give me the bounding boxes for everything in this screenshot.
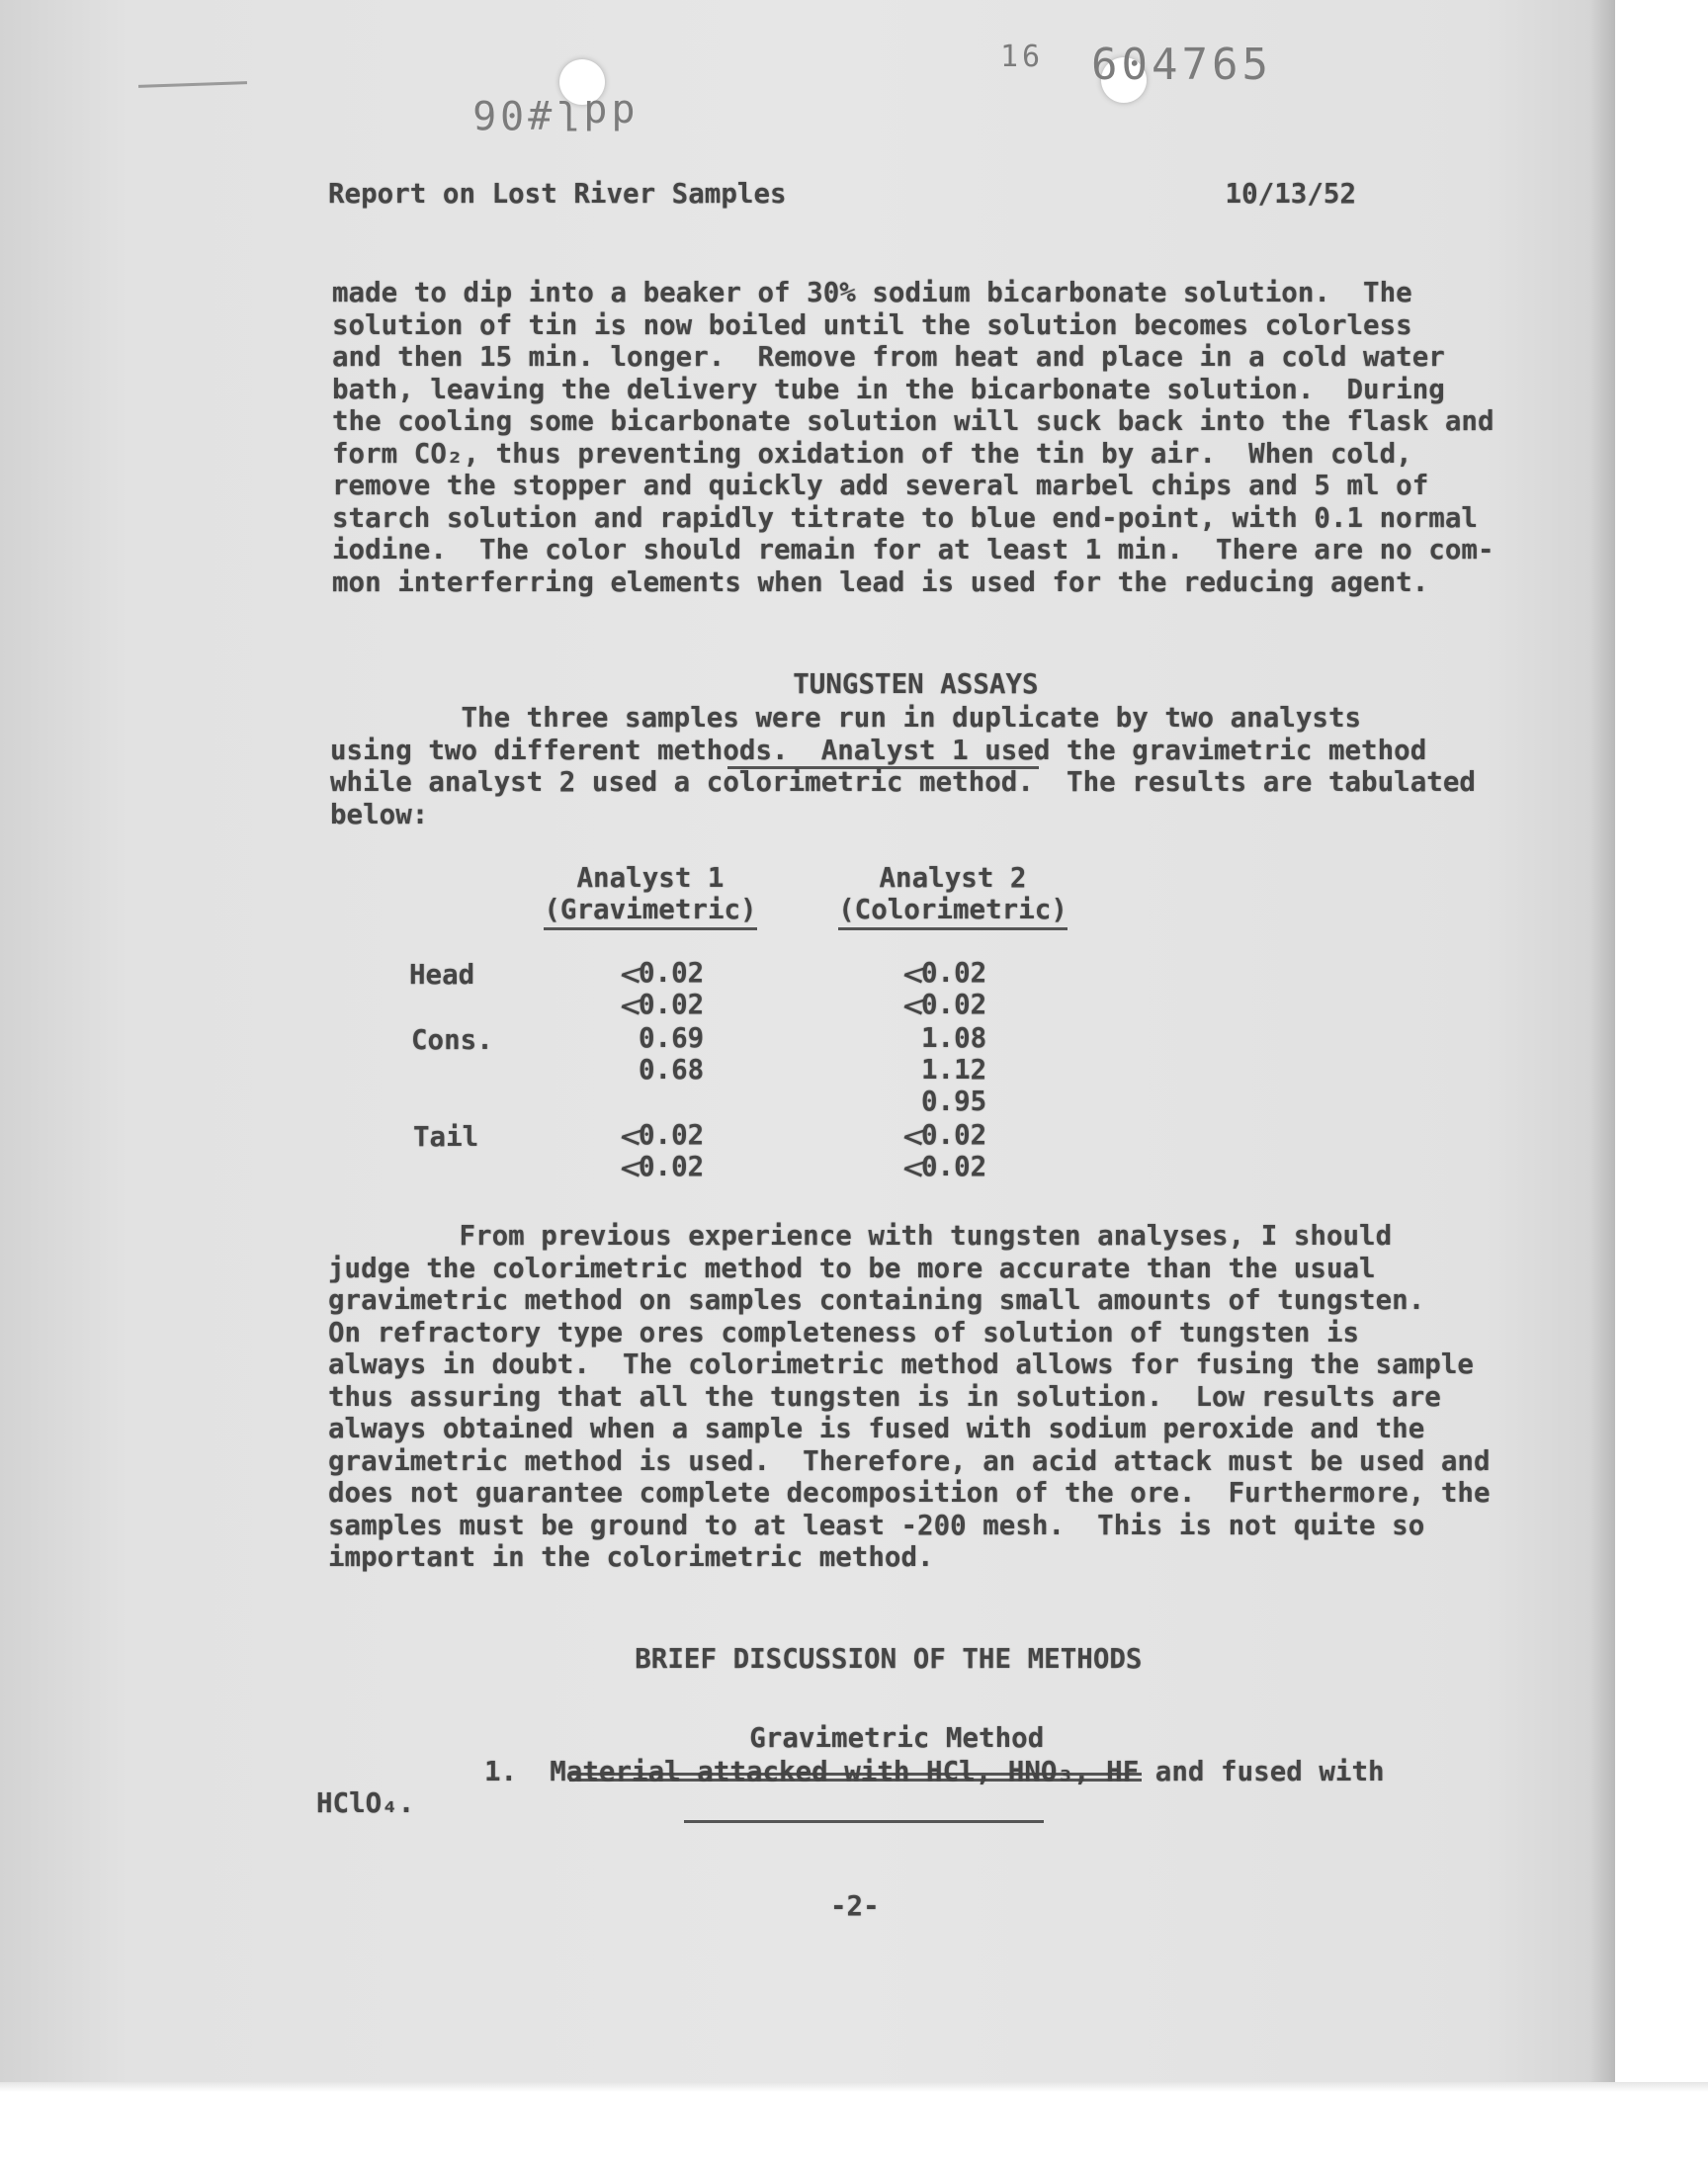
- text-line: made to dip into a beaker of 30% sodium bicarbonate solution. The: [332, 277, 1412, 308]
- page-number: -2-: [830, 1890, 880, 1922]
- heading-text: TUNGSTEN ASSAYS: [793, 668, 1039, 700]
- table-cell-cons-1b: 0.68: [639, 1054, 705, 1086]
- less-than-symbol: <: [895, 1117, 935, 1155]
- table-cell-tail-1a: 0.02: [639, 1119, 705, 1151]
- text-line: always in doubt. The colorimetric method allows for fusing the sample: [328, 1348, 1474, 1380]
- text-line: gravimetric method on samples containing small amounts of tungsten.: [328, 1284, 1425, 1316]
- table-header-name: Analyst 2: [879, 862, 1027, 894]
- table-cell-cons-1a: 0.69: [639, 1022, 705, 1054]
- list-item-1-continued: HClO₄.: [316, 1787, 415, 1819]
- text-line: judge the colorimetric method to be more accurate than the usual: [328, 1252, 1376, 1284]
- stamp-number-small: 16: [1000, 40, 1045, 74]
- text-line: mon interferring elements when lead is used for the reducing agent.: [332, 566, 1429, 598]
- table-cell-tail-1b: 0.02: [639, 1151, 705, 1182]
- row-label-tail: Tail: [413, 1121, 479, 1153]
- table-cell-tail-2b: 0.02: [921, 1151, 987, 1182]
- table-cell-head-2a: 0.02: [921, 957, 987, 989]
- row-label-head: Head: [409, 959, 475, 991]
- stamp-number-left: ddl#06: [469, 91, 636, 136]
- less-than-symbol: <: [612, 1149, 652, 1186]
- text-line: while analyst 2 used a colorimetric method. The results are tabulated: [330, 766, 1476, 798]
- less-than-symbol: <: [895, 1149, 935, 1186]
- text-line: bath, leaving the delivery tube in the bicarbonate solution. During: [332, 373, 1445, 405]
- page-edge: [0, 2082, 1708, 2092]
- text-line: always obtained when a sample is fused with sodium peroxide and the: [328, 1413, 1425, 1444]
- text-line: important in the colorimetric method.: [328, 1541, 934, 1573]
- less-than-symbol: <: [895, 987, 935, 1024]
- text-line: below:: [330, 798, 429, 830]
- list-item-1: 1. Material attacked with HCl, HNO₃, HF and fused with: [484, 1756, 1385, 1787]
- heading-text: Gravimetric Method: [749, 1722, 1045, 1754]
- less-than-symbol: <: [612, 987, 652, 1024]
- table-cell-head-1a: 0.02: [639, 957, 705, 989]
- text-line: the cooling some bicarbonate solution will suck back into the flask and: [332, 405, 1494, 437]
- text-line: gravimetric method is used. Therefore, an acid attack must be used and: [328, 1444, 1491, 1477]
- less-than-symbol: <: [612, 1117, 652, 1155]
- table-header-analyst-1: [542, 862, 759, 930]
- text-line: iodine. The color should remain for at least 1 min. There are no com-: [332, 534, 1494, 566]
- table-cell-cons-2c: 0.95: [921, 1086, 987, 1117]
- stamp-number-right: 604765: [1091, 40, 1272, 90]
- text-line: form CO₂, thus preventing oxidation of the tin by air. When cold,: [332, 437, 1412, 470]
- paragraph-tin-procedure: [332, 277, 1494, 598]
- table-header-analyst-2: [834, 862, 1071, 930]
- row-label-cons: Cons.: [411, 1024, 493, 1056]
- text-line: samples must be ground to at least -200 mesh. This is not quite so: [328, 1509, 1425, 1541]
- pen-mark: [138, 81, 247, 88]
- report-date: 10/13/52: [1225, 178, 1356, 210]
- table-cell-head-1b: 0.02: [639, 989, 705, 1020]
- text-line: does not guarantee complete decomposition of the ore. Furthermore, the: [328, 1477, 1491, 1509]
- report-title: Report on Lost River Samples: [328, 178, 787, 210]
- text-line: using two different methods. Analyst 1 used the gravimetric method: [330, 734, 1427, 766]
- text-line: remove the stopper and quickly add several marbel chips and 5 ml of: [332, 470, 1429, 501]
- table-cell-head-2b: 0.02: [921, 989, 987, 1020]
- text-line: The three samples were run in duplicate by two analysts: [330, 702, 1362, 734]
- table-cell-tail-2a: 0.02: [921, 1119, 987, 1151]
- paragraph-method-comparison: [328, 1220, 1491, 1574]
- table-cell-cons-2a: 1.08: [921, 1022, 987, 1054]
- text-line: solution of tin is now boiled until the solution becomes colorless: [332, 308, 1412, 341]
- underline: [684, 1820, 1044, 1823]
- text-line: starch solution and rapidly titrate to blue end-point, with 0.1 normal: [332, 501, 1478, 534]
- table-header-name: Analyst 1: [576, 862, 725, 894]
- less-than-symbol: <: [895, 955, 935, 993]
- heading-gravimetric-method: [684, 1691, 1044, 1817]
- table-header-method: (Colorimetric): [838, 894, 1068, 930]
- table-header-method: (Gravimetric): [544, 894, 756, 930]
- text-line: and then 15 min. longer. Remove from heat and place in a cold water: [332, 341, 1445, 373]
- report-header: [328, 178, 1356, 210]
- text-line: On refractory type ores completeness of solution of tungsten is: [328, 1316, 1360, 1348]
- heading-text: BRIEF DISCUSSION OF THE METHODS: [635, 1643, 1143, 1675]
- text-line: From previous experience with tungsten analyses, I should: [328, 1220, 1393, 1252]
- table-cell-cons-2b: 1.12: [921, 1054, 987, 1086]
- less-than-symbol: <: [612, 955, 652, 993]
- text-line: thus assuring that all the tungsten is in solution. Low results are: [328, 1380, 1441, 1413]
- paragraph-tungsten-intro: [330, 702, 1476, 830]
